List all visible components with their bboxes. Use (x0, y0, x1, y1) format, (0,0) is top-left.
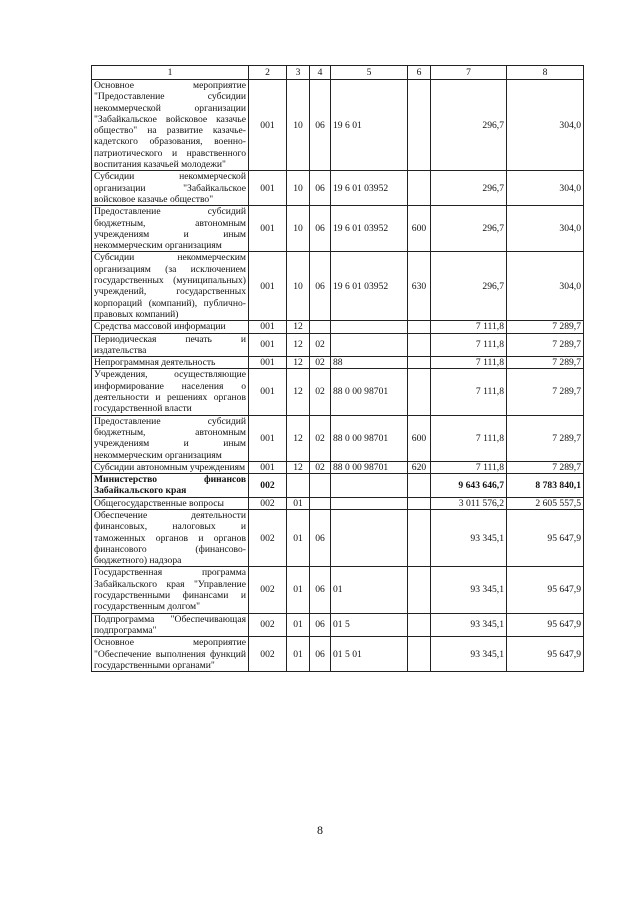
cell-amount-2: 95 647,9 (507, 613, 584, 637)
row-name: Государственная программа Забайкальского края "Управление государственными финансами и государственным долгом" (92, 567, 249, 613)
cell-target: 01 (331, 567, 408, 613)
cell-target: 88 0 00 98701 (331, 369, 408, 415)
cell-amount-1: 7 111,8 (431, 369, 507, 415)
header-cell: 7 (431, 66, 507, 80)
cell-amount-2: 7 289,7 (507, 461, 584, 473)
cell-amount-1: 296,7 (431, 252, 507, 321)
cell-amount-2: 7 289,7 (507, 321, 584, 333)
cell-amount-1: 3 011 576,2 (431, 497, 507, 509)
cell-amount-1: 7 111,8 (431, 461, 507, 473)
cell-amount-1: 9 643 646,7 (431, 474, 507, 498)
cell-amount-2: 7 289,7 (507, 357, 584, 369)
cell-ved: 001 (249, 80, 287, 171)
row-name: Обеспечение деятельности финансовых, налоговых и таможенных органов и органов финансового (финансово-бюджетного) надзора (92, 509, 249, 566)
cell-target: 19 6 01 03952 (331, 252, 408, 321)
cell-vid (408, 497, 431, 509)
cell-amount-1: 296,7 (431, 80, 507, 171)
table-row (92, 369, 584, 415)
cell-podrazdel: 06 (310, 613, 331, 637)
cell-razdel: 12 (287, 333, 310, 357)
cell-amount-2: 95 647,9 (507, 567, 584, 613)
cell-target (331, 474, 408, 498)
cell-ved: 002 (249, 474, 287, 498)
cell-ved: 002 (249, 613, 287, 637)
cell-amount-1: 7 111,8 (431, 415, 507, 461)
cell-podrazdel: 02 (310, 415, 331, 461)
cell-ved: 001 (249, 171, 287, 206)
cell-amount-1: 93 345,1 (431, 637, 507, 672)
row-name: Субсидии автономным учреждениям (92, 461, 249, 473)
table-row (92, 567, 584, 613)
cell-target: 88 (331, 357, 408, 369)
cell-target (331, 321, 408, 333)
header-cell: 5 (331, 66, 408, 80)
cell-podrazdel: 06 (310, 206, 331, 252)
table-row (92, 206, 584, 252)
cell-ved: 002 (249, 497, 287, 509)
cell-ved: 001 (249, 415, 287, 461)
cell-razdel: 01 (287, 509, 310, 566)
cell-ved: 001 (249, 321, 287, 333)
cell-target: 88 0 00 98701 (331, 415, 408, 461)
cell-amount-2: 2 605 557,5 (507, 497, 584, 509)
table-row (92, 509, 584, 566)
cell-podrazdel (310, 497, 331, 509)
table-row (92, 497, 584, 509)
cell-razdel: 01 (287, 497, 310, 509)
table-row (92, 252, 584, 321)
cell-target: 19 6 01 (331, 80, 408, 171)
table-row (92, 474, 584, 498)
cell-ved: 001 (249, 461, 287, 473)
cell-ved: 001 (249, 357, 287, 369)
cell-razdel (287, 474, 310, 498)
cell-podrazdel: 06 (310, 567, 331, 613)
header-row (92, 66, 584, 80)
cell-amount-2: 7 289,7 (507, 415, 584, 461)
cell-amount-2: 304,0 (507, 171, 584, 206)
cell-amount-2: 304,0 (507, 206, 584, 252)
cell-vid (408, 509, 431, 566)
cell-razdel: 12 (287, 461, 310, 473)
cell-razdel: 10 (287, 252, 310, 321)
cell-target (331, 333, 408, 357)
cell-vid (408, 321, 431, 333)
row-name: Основное мероприятие "Предоставление субсидии некоммерческой организации "Забайкальское войсковое казачье общество" на развитие казачье-кадетского образования, военно-патриотического и нравственного воспитания казачьей молодежи" (92, 80, 249, 171)
cell-target: 01 5 01 (331, 637, 408, 672)
table-row (92, 637, 584, 672)
row-name: Субсидии некоммерческим организациям (за исключением государственных (муниципальных) учреждений, государственных корпораций (компаний), публично-правовых компаний) (92, 252, 249, 321)
cell-amount-1: 7 111,8 (431, 333, 507, 357)
header-cell: 1 (92, 66, 249, 80)
cell-podrazdel: 06 (310, 252, 331, 321)
row-name: Предоставление субсидий бюджетным, автономным учреждениям и иным некоммерческим организациям (92, 415, 249, 461)
header-cell: 6 (408, 66, 431, 80)
cell-vid (408, 80, 431, 171)
cell-podrazdel: 06 (310, 509, 331, 566)
cell-razdel: 12 (287, 321, 310, 333)
page-number: 8 (317, 823, 323, 837)
cell-target (331, 497, 408, 509)
cell-target: 19 6 01 03952 (331, 171, 408, 206)
table-row (92, 171, 584, 206)
cell-amount-2: 304,0 (507, 80, 584, 171)
cell-podrazdel: 02 (310, 461, 331, 473)
row-name: Общегосударственные вопросы (92, 497, 249, 509)
cell-amount-1: 296,7 (431, 171, 507, 206)
row-name: Учреждения, осуществляющие информирование населения о деятельности и решениях органов государственной власти (92, 369, 249, 415)
cell-vid (408, 171, 431, 206)
cell-razdel: 10 (287, 206, 310, 252)
cell-ved: 002 (249, 509, 287, 566)
header-cell: 8 (507, 66, 584, 80)
header-cell: 4 (310, 66, 331, 80)
row-name: Периодическая печать и издательства (92, 333, 249, 357)
table-row (92, 613, 584, 637)
cell-vid: 630 (408, 252, 431, 321)
table-row (92, 357, 584, 369)
cell-ved: 001 (249, 333, 287, 357)
cell-razdel: 01 (287, 613, 310, 637)
cell-razdel: 01 (287, 567, 310, 613)
cell-target: 88 0 00 98701 (331, 461, 408, 473)
cell-ved: 002 (249, 637, 287, 672)
cell-podrazdel (310, 474, 331, 498)
cell-target (331, 509, 408, 566)
table-row (92, 415, 584, 461)
row-name: Субсидии некоммерческой организации "Забайкальское войсковое казачье общество" (92, 171, 249, 206)
table-row (92, 333, 584, 357)
cell-amount-2: 95 647,9 (507, 637, 584, 672)
cell-podrazdel: 02 (310, 357, 331, 369)
cell-podrazdel: 06 (310, 80, 331, 171)
cell-vid (408, 613, 431, 637)
row-name: Основное мероприятие "Обеспечение выполнения функций государственными органами" (92, 637, 249, 672)
cell-vid (408, 333, 431, 357)
cell-ved: 001 (249, 206, 287, 252)
cell-amount-1: 93 345,1 (431, 509, 507, 566)
cell-target: 01 5 (331, 613, 408, 637)
cell-razdel: 10 (287, 171, 310, 206)
cell-podrazdel: 02 (310, 333, 331, 357)
cell-vid (408, 567, 431, 613)
cell-amount-1: 93 345,1 (431, 613, 507, 637)
table-row (92, 80, 584, 171)
cell-ved: 001 (249, 369, 287, 415)
row-name: Подпрограмма "Обеспечивающая подпрограмма" (92, 613, 249, 637)
cell-razdel: 12 (287, 369, 310, 415)
cell-vid: 620 (408, 461, 431, 473)
cell-vid (408, 357, 431, 369)
cell-razdel: 12 (287, 415, 310, 461)
cell-vid (408, 474, 431, 498)
header-cell: 2 (249, 66, 287, 80)
cell-amount-1: 93 345,1 (431, 567, 507, 613)
cell-target: 19 6 01 03952 (331, 206, 408, 252)
cell-amount-2: 7 289,7 (507, 369, 584, 415)
cell-amount-2: 304,0 (507, 252, 584, 321)
cell-razdel: 01 (287, 637, 310, 672)
cell-podrazdel: 02 (310, 369, 331, 415)
cell-amount-1: 296,7 (431, 206, 507, 252)
cell-amount-2: 95 647,9 (507, 509, 584, 566)
cell-vid: 600 (408, 415, 431, 461)
cell-podrazdel: 06 (310, 171, 331, 206)
cell-ved: 001 (249, 252, 287, 321)
header-cell: 3 (287, 66, 310, 80)
cell-vid (408, 369, 431, 415)
row-name: Непрограммная деятельность (92, 357, 249, 369)
cell-ved: 002 (249, 567, 287, 613)
cell-amount-1: 7 111,8 (431, 321, 507, 333)
cell-amount-2: 7 289,7 (507, 333, 584, 357)
cell-podrazdel (310, 321, 331, 333)
row-name: Средства массовой информации (92, 321, 249, 333)
cell-podrazdel: 06 (310, 637, 331, 672)
cell-razdel: 12 (287, 357, 310, 369)
budget-table (91, 65, 584, 672)
row-name: Предоставление субсидий бюджетным, автономным учреждениям и иным некоммерческим организациям (92, 206, 249, 252)
cell-amount-1: 7 111,8 (431, 357, 507, 369)
table-row (92, 321, 584, 333)
cell-vid (408, 637, 431, 672)
row-name: Министерство финансов Забайкальского края (92, 474, 249, 498)
table-row (92, 461, 584, 473)
cell-vid: 600 (408, 206, 431, 252)
cell-razdel: 10 (287, 80, 310, 171)
cell-amount-2: 8 783 840,1 (507, 474, 584, 498)
